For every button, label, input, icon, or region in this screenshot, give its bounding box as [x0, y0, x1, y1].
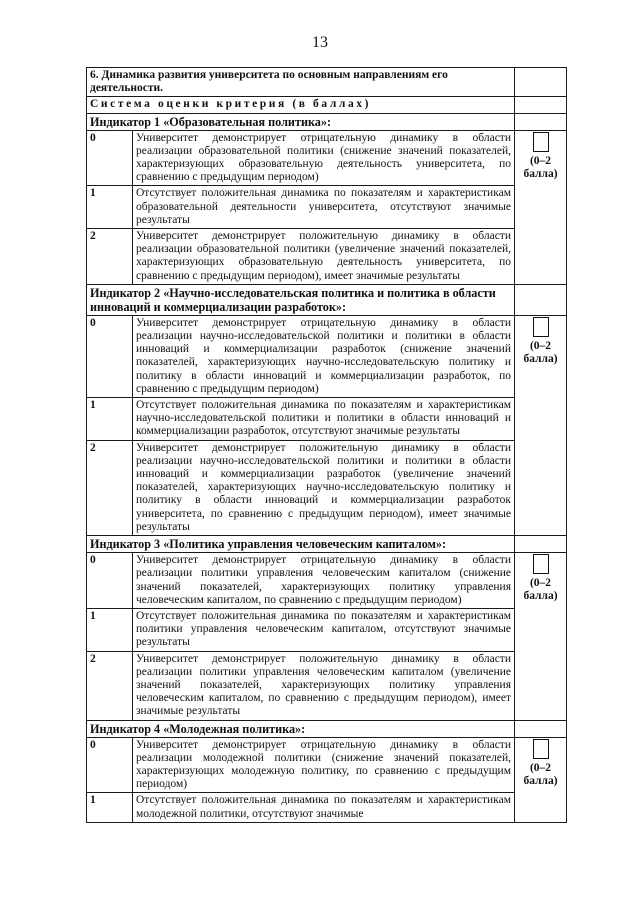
- level-description: Университет демонстрирует отрицательную динамику в области реализации молодежной политики (снижение значений показателей, характеризующих молодежную политику, по сравнению с предыдущим периодом): [133, 737, 515, 793]
- score-checkbox[interactable]: [533, 739, 549, 759]
- level-score: 0: [87, 315, 133, 397]
- level-description: Отсутствует положительная динамика по показателям и характеристикам научно-исследовательской политики и политики в области инноваций и коммерциализации разработок, отсутствуют значимые результаты: [133, 398, 515, 441]
- level-score: 0: [87, 553, 133, 609]
- indicator-4-row: [87, 720, 567, 737]
- score-checkbox[interactable]: [533, 317, 549, 337]
- section-title: 6. Динамика развития университета по основным направлениям его деятельности.: [87, 68, 515, 97]
- empty-cell: [515, 284, 567, 315]
- empty-cell: [515, 113, 567, 130]
- score-checkbox[interactable]: [533, 554, 549, 574]
- level-description: Отсутствует положительная динамика по показателям и характеристикам образовательной деятельности университета, отсутствуют значимые результаты: [133, 186, 515, 229]
- level-score: 0: [87, 737, 133, 793]
- level-score: 1: [87, 186, 133, 229]
- indicator-1-title: Индикатор 1 «Образовательная политика»:: [87, 113, 515, 130]
- level-score: 2: [87, 229, 133, 285]
- score-label: (0–2 балла): [523, 339, 558, 365]
- level-row: [87, 651, 567, 720]
- level-row: [87, 398, 567, 441]
- empty-cell: [515, 97, 567, 113]
- level-row: [87, 440, 567, 535]
- level-row: [87, 793, 567, 822]
- indicator-2-title: Индикатор 2 «Научно-исследовательская политика и политика в области инноваций и коммерциализации разработок»:: [87, 284, 515, 315]
- score-label: (0–2 балла): [523, 154, 558, 180]
- level-row: [87, 229, 567, 285]
- score-cell: [515, 315, 567, 535]
- system-title: Система оценки критерия (в баллах): [87, 97, 515, 113]
- level-score: 1: [87, 608, 133, 651]
- indicator-1-row: [87, 113, 567, 130]
- empty-cell: [515, 68, 567, 97]
- level-description: Университет демонстрирует отрицательную динамику в области реализации образовательной политики (снижение значений показателей, характеризующих образовательную деятельность университета, по сравнению с предыдущим периодом): [133, 130, 515, 186]
- indicator-4-title: Индикатор 4 «Молодежная политика»:: [87, 720, 515, 737]
- empty-cell: [515, 536, 567, 553]
- indicator-2-row: [87, 284, 567, 315]
- level-description: Университет демонстрирует положительную динамику в области реализации научно-исследовательской политики и политики в области инноваций и коммерциализации разработок (увеличение значений показателей, характеризующих научно-исследовательскую политику и политику в области инноваций и коммерциализации разработок университета, по сравнению с предыдущим периодом), имеет значимые результаты: [133, 440, 515, 535]
- indicator-3-title: Индикатор 3 «Политика управления человеческим капиталом»:: [87, 536, 515, 553]
- criteria-table: [86, 67, 567, 823]
- score-cell: [515, 130, 567, 284]
- level-description: Университет демонстрирует положительную динамику в области реализации политики управления человеческим капиталом (увеличение значений показателей, характеризующих политику управления человеческим капиталом, по сравнению с предыдущим периодом), имеет значимые результаты: [133, 651, 515, 720]
- page-number: 13: [312, 34, 328, 51]
- section-title-row: [87, 68, 567, 97]
- level-description: Университет демонстрирует положительную динамику в области реализации образовательной политики (увеличение значений показателей, характеризующих образовательную деятельность университета, по сравнению с предыдущим периодом), имеет значимые результаты: [133, 229, 515, 285]
- level-score: 2: [87, 440, 133, 535]
- score-label: (0–2 балла): [523, 577, 558, 603]
- level-row: [87, 737, 567, 793]
- indicator-3-row: [87, 536, 567, 553]
- score-cell: [515, 553, 567, 720]
- level-row: [87, 186, 567, 229]
- level-description: Университет демонстрирует отрицательную динамику в области реализации политики управления человеческим капиталом (снижение значений показателей, характеризующих политику управления человеческим капиталом, по сравнению с предыдущим периодом): [133, 553, 515, 609]
- level-row: [87, 553, 567, 609]
- level-score: 1: [87, 793, 133, 822]
- level-score: 0: [87, 130, 133, 186]
- empty-cell: [515, 720, 567, 737]
- level-row: [87, 608, 567, 651]
- system-title-row: [87, 97, 567, 113]
- level-score: 1: [87, 398, 133, 441]
- level-description: Отсутствует положительная динамика по показателям и характеристикам политики управления человеческим капиталом, отсутствуют значимые результаты: [133, 608, 515, 651]
- level-score: 2: [87, 651, 133, 720]
- level-row: [87, 130, 567, 186]
- level-description: Университет демонстрирует отрицательную динамику в области реализации научно-исследовательской политики и политики в области инноваций и коммерциализации разработок (снижение значений показателей, характеризующих научно-исследовательскую политику и политику в области инноваций и коммерциализации разработок, по сравнению с предыдущим периодом): [133, 315, 515, 397]
- level-row: [87, 315, 567, 397]
- level-description: Отсутствует положительная динамика по показателям и характеристикам молодежной политики, отсутствуют значимые: [133, 793, 515, 822]
- score-label: (0–2 балла): [523, 761, 558, 787]
- score-cell: [515, 737, 567, 822]
- score-checkbox[interactable]: [533, 132, 549, 152]
